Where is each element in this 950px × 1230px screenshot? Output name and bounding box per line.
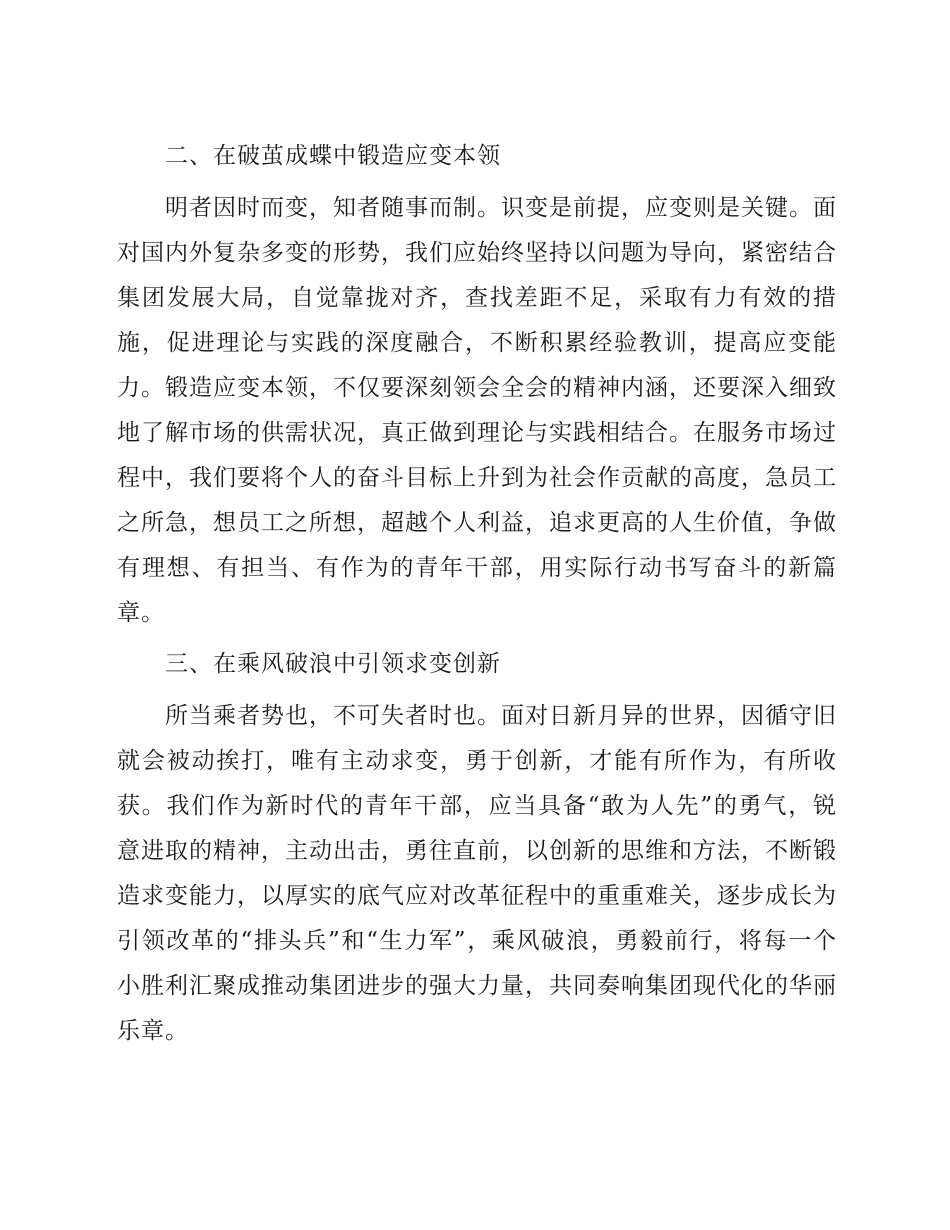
section-heading: 二、在破茧成蝶中锻造应变本领 xyxy=(165,143,501,169)
section-paragraph: 所当乘者势也，不可失者时也。面对日新月异的世界，因循守旧就会被动挨打，唯有主动求变，勇于创新，才能有所作为，有所收获。我们作为新时代的青年干部，应当具备“敢为人先”的勇气，锐意进取的精神，主动出击，勇往直前，以创新的思维和方法，不断锻造求变能力，以厚实的底气应对改革征程中的重重难关，逐步成长为引领改革的“排头兵”和“生力军”，乘风破浪，勇毅前行，将每一个小胜利汇聚成推动集团进步的强大力量，共同奏响集团现代化的华丽乐章。 xyxy=(117,703,837,1044)
section-3 xyxy=(117,644,837,1054)
section-2 xyxy=(117,136,837,636)
section-paragraph: 明者因时而变，知者随事而制。识变是前提，应变则是关键。面对国内外复杂多变的形势，我们应始终坚持以问题为导向，紧密结合集团发展大局，自觉靠拢对齐，查找差距不足，采取有力有效的措施，促进理论与实践的深度融合，不断积累经验教训，提高应变能力。锻造应变本领，不仅要深刻领会全会的精神内涵，还要深入细致地了解市场的供需状况，真正做到理论与实践相结合。在服务市场过程中，我们要将个人的奋斗目标上升到为社会作贡献的高度，急员工之所急，想员工之所想，超越个人利益，追求更高的人生价值，争做有理想、有担当、有作为的青年干部，用实际行动书写奋斗的新篇章。 xyxy=(117,195,837,626)
document-page xyxy=(117,136,837,1062)
section-heading: 三、在乘风破浪中引领求变创新 xyxy=(165,651,501,677)
